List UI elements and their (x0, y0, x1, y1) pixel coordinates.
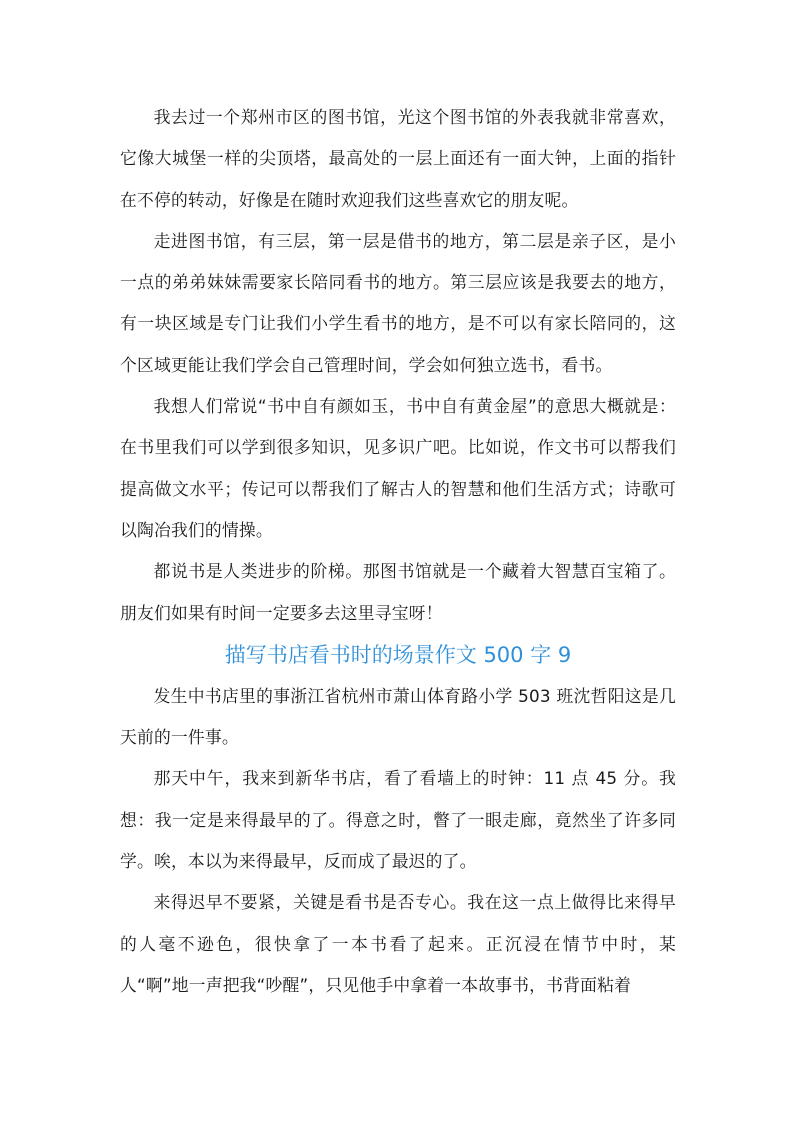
paragraph-library-floors: 走进图书馆，有三层，第一层是借书的地方，第二层是亲子区，是小一点的弟弟妹妹需要家长陪同看书的地方。第三层应该是我要去的地方，有一块区域是专门让我们小学生看书的地方，是不可以有家长陪同的，这个区域更能让我们学会自己管理时间，学会如何独立选书，看书。 (120, 230, 676, 375)
paragraph-bookstore-noon: 那天中午，我来到新华书店，看了看墙上的时钟：11 点 45 分。我想：我一定是来得最早的了。得意之时，瞥了一眼走廊，竟然坐了许多同学。唉，本以为来得最早，反而成了最迟的了。 (120, 768, 676, 872)
paragraph-bookstore-intro: 发生中书店里的事浙江省杭州市萧山体育路小学 503 班沈哲阳这是几天前的一件事。 (120, 685, 676, 748)
document-page (120, 97, 676, 1006)
paragraph-library-exterior: 我去过一个郑州市区的图书馆，光这个图书馆的外表我就非常喜欢，它像大城堡一样的尖顶塔，最高处的一层上面还有一面大钟，上面的指针在不停的转动，好像是在随时欢迎我们这些喜欢它的朋友呢。 (120, 107, 676, 210)
essay-heading: 描写书店看书时的场景作文 500 字 9 (224, 642, 572, 667)
paragraph-book-wisdom: 我想人们常说“书中自有颜如玉，书中自有黄金屋”的意思大概就是：在书里我们可以学到很多知识，见多识广吧。比如说，作文书可以帮我们提高做文水平；传记可以帮我们了解古人的智慧和他们生活方式；诗歌可以陶冶我们的情操。 (120, 396, 676, 540)
paragraph-book-ladder: 都说书是人类进步的阶梯。那图书馆就是一个藏着大智慧百宝箱了。朋友们如果有时间一定要多去这里寻宝呀！ (120, 561, 676, 623)
paragraph-bookstore-reading: 来得迟早不要紧，关键是看书是否专心。我在这一点上做得比来得早的人毫不逊色，很快拿了一本书看了起来。正沉浸在情节中时，某人“啊”地一声把我“吵醒”，只见他手中拿着一本故事书，书背面粘着 (120, 892, 676, 995)
